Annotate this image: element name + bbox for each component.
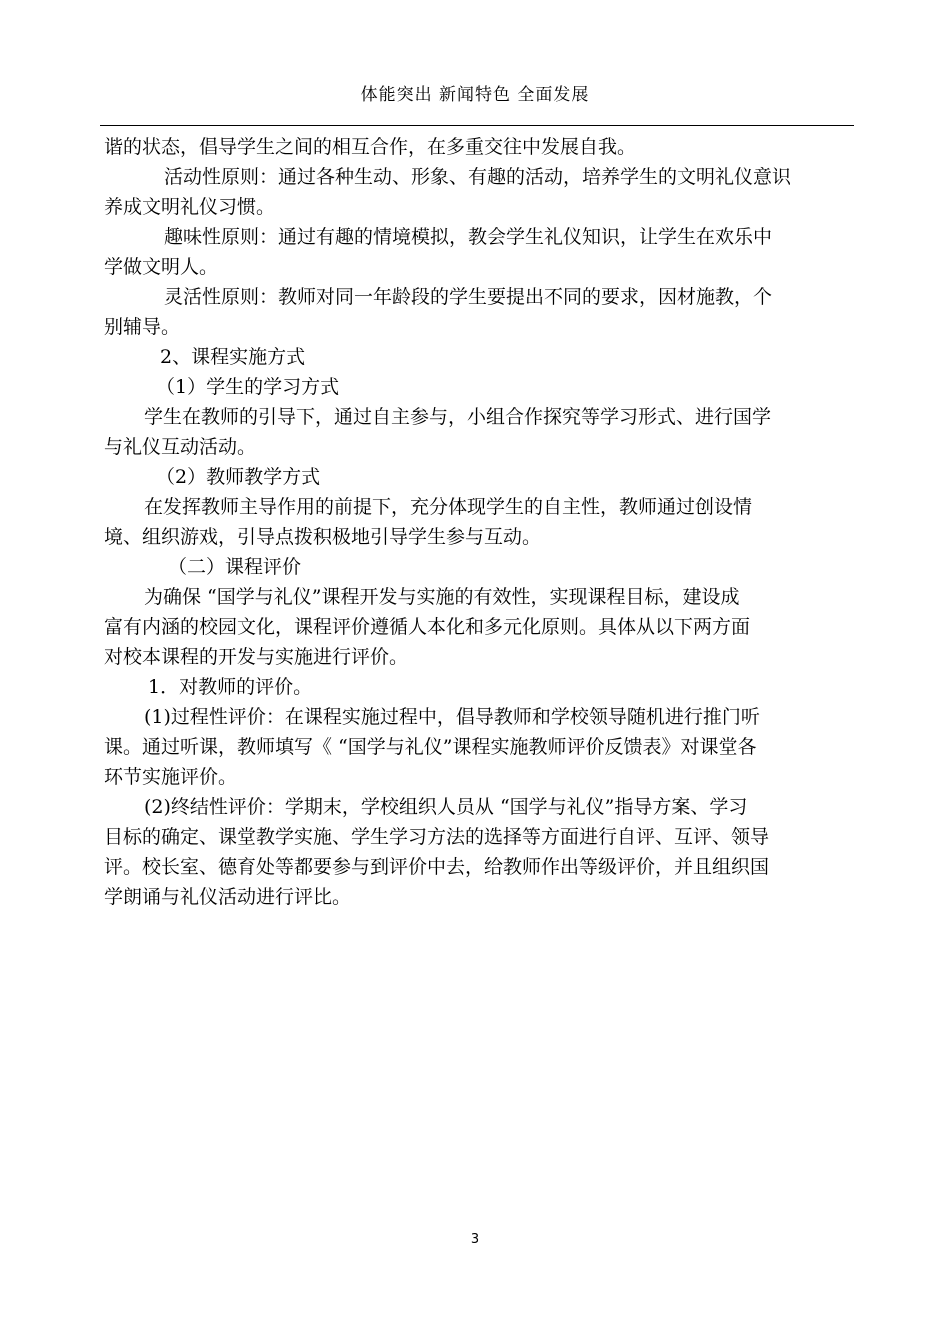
paragraph-line: 目标的确定、课堂教学实施、学生学习方法的选择等方面进行自评、互评、领导 [104,826,770,848]
subsection-heading: 1．对教师的评价。 [148,676,313,698]
paragraph-line: 评。校长室、德育处等都要参与到评价中去，给教师作出等级评价，并且组织国 [104,856,770,878]
paragraph-line: (1)过程性评价：在课程实施过程中，倡导教师和学校领导随机进行推门听 [144,706,760,728]
section-heading: （二）课程评价 [168,556,302,578]
paragraph-line: 灵活性原则：教师对同一年龄段的学生要提出不同的要求，因材施教，个 [164,286,773,308]
subsection-heading: （2）教师教学方式 [156,466,321,488]
paragraph-line: 富有内涵的校园文化，课程评价遵循人本化和多元化原则。具体从以下两方面 [104,616,751,638]
paragraph-line: 趣味性原则：通过有趣的情境模拟，教会学生礼仪知识，让学生在欢乐中 [164,226,773,248]
paragraph-line: 学生在教师的引导下，通过自主参与，小组合作探究等学习形式、进行国学 [144,406,772,428]
page-number: 3 [470,1232,480,1247]
header-divider [100,125,854,126]
document-body [104,132,850,912]
page-header-title: 体能突出 新闻特色 全面发展 [360,85,590,105]
paragraph-line: 为确保 “国学与礼仪”课程开发与实施的有效性，实现课程目标，建设成 [144,586,740,608]
paragraph-line: 活动性原则：通过各种生动、形象、有趣的活动，培养学生的文明礼仪意识 [164,166,792,188]
paragraph-line: 养成文明礼仪习惯。 [104,196,276,218]
section-heading: 2、课程实施方式 [160,346,306,368]
paragraph-line: 课。通过听课，教师填写《 “国学与礼仪”课程实施教师评价反馈表》对课堂各 [104,736,757,758]
paragraph-line: 谐的状态，倡导学生之间的相互合作，在多重交往中发展自我。 [104,136,637,158]
paragraph-line: 环节实施评价。 [104,766,238,788]
paragraph-line: (2)终结性评价：学期末，学校组织人员从 “国学与礼仪”指导方案、学习 [144,796,748,818]
paragraph-line: 别辅导。 [104,316,181,338]
subsection-heading: （1）学生的学习方式 [156,376,340,398]
paragraph-line: 学朗诵与礼仪活动进行评比。 [104,886,352,908]
paragraph-line: 学做文明人。 [104,256,219,278]
paragraph-line: 在发挥教师主导作用的前提下，充分体现学生的自主性，教师通过创设情 [144,496,753,518]
paragraph-line: 境、组织游戏，引导点拨积极地引导学生参与互动。 [104,526,542,548]
paragraph-line: 与礼仪互动活动。 [104,436,257,458]
paragraph-line: 对校本课程的开发与实施进行评价。 [104,646,409,668]
